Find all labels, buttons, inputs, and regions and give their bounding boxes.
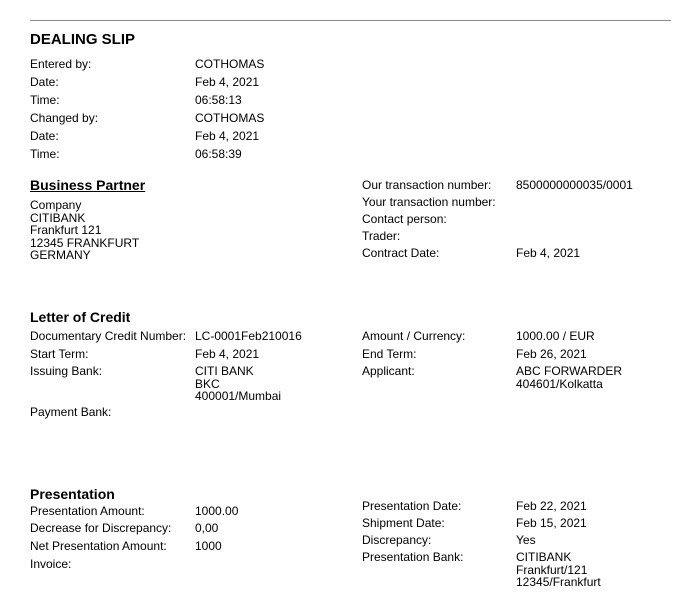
contact-person-label: Contact person: bbox=[362, 212, 447, 226]
contract-date-label: Contract Date: bbox=[362, 246, 440, 260]
address-line: 12345 FRANKFURT bbox=[30, 235, 140, 250]
applicant-line: 404601/Kolkatta bbox=[516, 376, 603, 391]
our-transaction-label: Our transaction number: bbox=[362, 178, 492, 192]
presentation-bank-label: Presentation Bank: bbox=[362, 550, 464, 564]
our-transaction-value: 8500000000035/0001 bbox=[516, 178, 633, 192]
presentation-bank-line: CITIBANK bbox=[516, 550, 572, 564]
presentation-amount-value: 1000.00 bbox=[195, 504, 239, 518]
entered-by-value: COTHOMAS bbox=[195, 57, 265, 71]
amount-currency-label: Amount / Currency: bbox=[362, 329, 466, 343]
presentation-amount-label: Presentation Amount: bbox=[30, 504, 145, 518]
address-line: Company bbox=[30, 198, 82, 212]
trader-label: Trader: bbox=[362, 229, 401, 243]
changed-by-label: Changed by: bbox=[30, 111, 99, 125]
entered-time-value: 06:58:13 bbox=[195, 93, 242, 107]
applicant-value bbox=[516, 365, 622, 390]
issuing-bank-line: BKC bbox=[195, 376, 220, 391]
end-term-label: End Term: bbox=[362, 347, 417, 361]
credit-number-value: LC-0001Feb210016 bbox=[195, 329, 302, 343]
applicant-line: ABC FORWARDER bbox=[516, 364, 623, 378]
issuing-bank-label: Issuing Bank: bbox=[30, 364, 103, 378]
presentation-date-label: Presentation Date: bbox=[362, 499, 462, 513]
entered-time-label: Time: bbox=[30, 93, 60, 107]
presentation-bank-line: Frankfurt/121 bbox=[516, 562, 588, 577]
decrease-discrepancy-value: 0,00 bbox=[195, 521, 219, 535]
net-presentation-value: 1000 bbox=[195, 539, 222, 553]
issuing-bank-line: 400001/Mumbai bbox=[195, 389, 282, 403]
changed-time-value: 06:58:39 bbox=[195, 147, 242, 161]
changed-time-label: Time: bbox=[30, 147, 60, 161]
address-line: CITIBANK bbox=[30, 210, 86, 225]
amount-currency-value: 1000.00 / EUR bbox=[516, 329, 595, 343]
discrepancy-label: Discrepancy: bbox=[362, 533, 432, 547]
entered-date-label: Date: bbox=[30, 75, 59, 89]
contract-date-value: Feb 4, 2021 bbox=[516, 246, 581, 260]
address-line: Frankfurt 121 bbox=[30, 223, 102, 237]
entered-by-label: Entered by: bbox=[30, 57, 92, 71]
applicant-label: Applicant: bbox=[362, 364, 415, 378]
top-divider bbox=[30, 20, 671, 21]
decrease-discrepancy-label: Decrease for Discrepancy: bbox=[30, 521, 172, 535]
presentation-bank-line: 12345/Frankfurt bbox=[516, 575, 601, 589]
changed-by-value: COTHOMAS bbox=[195, 111, 265, 125]
net-presentation-label: Net Presentation Amount: bbox=[30, 539, 167, 553]
end-term-value: Feb 26, 2021 bbox=[516, 347, 587, 361]
start-term-label: Start Term: bbox=[30, 347, 89, 361]
shipment-date-value: Feb 15, 2021 bbox=[516, 516, 587, 530]
presentation-bank-value bbox=[516, 551, 601, 589]
shipment-date-label: Shipment Date: bbox=[362, 516, 445, 530]
presentation-date-value: Feb 22, 2021 bbox=[516, 499, 587, 513]
address-line: GERMANY bbox=[30, 248, 91, 262]
credit-number-label: Documentary Credit Number: bbox=[30, 329, 187, 343]
page-title: DEALING SLIP bbox=[30, 31, 136, 48]
changed-date-label: Date: bbox=[30, 129, 59, 143]
your-transaction-label: Your transaction number: bbox=[362, 195, 496, 209]
presentation-heading: Presentation bbox=[30, 486, 115, 502]
issuing-bank-line: CITI BANK bbox=[195, 364, 254, 378]
discrepancy-value: Yes bbox=[516, 533, 536, 547]
business-partner-address bbox=[30, 199, 139, 262]
start-term-value: Feb 4, 2021 bbox=[195, 347, 260, 361]
issuing-bank-value bbox=[195, 365, 281, 403]
letter-of-credit-heading: Letter of Credit bbox=[30, 309, 131, 325]
invoice-label: Invoice: bbox=[30, 557, 72, 571]
changed-date-value: Feb 4, 2021 bbox=[195, 129, 260, 143]
payment-bank-label: Payment Bank: bbox=[30, 405, 112, 419]
business-partner-heading: Business Partner bbox=[30, 177, 146, 193]
entered-date-value: Feb 4, 2021 bbox=[195, 75, 260, 89]
